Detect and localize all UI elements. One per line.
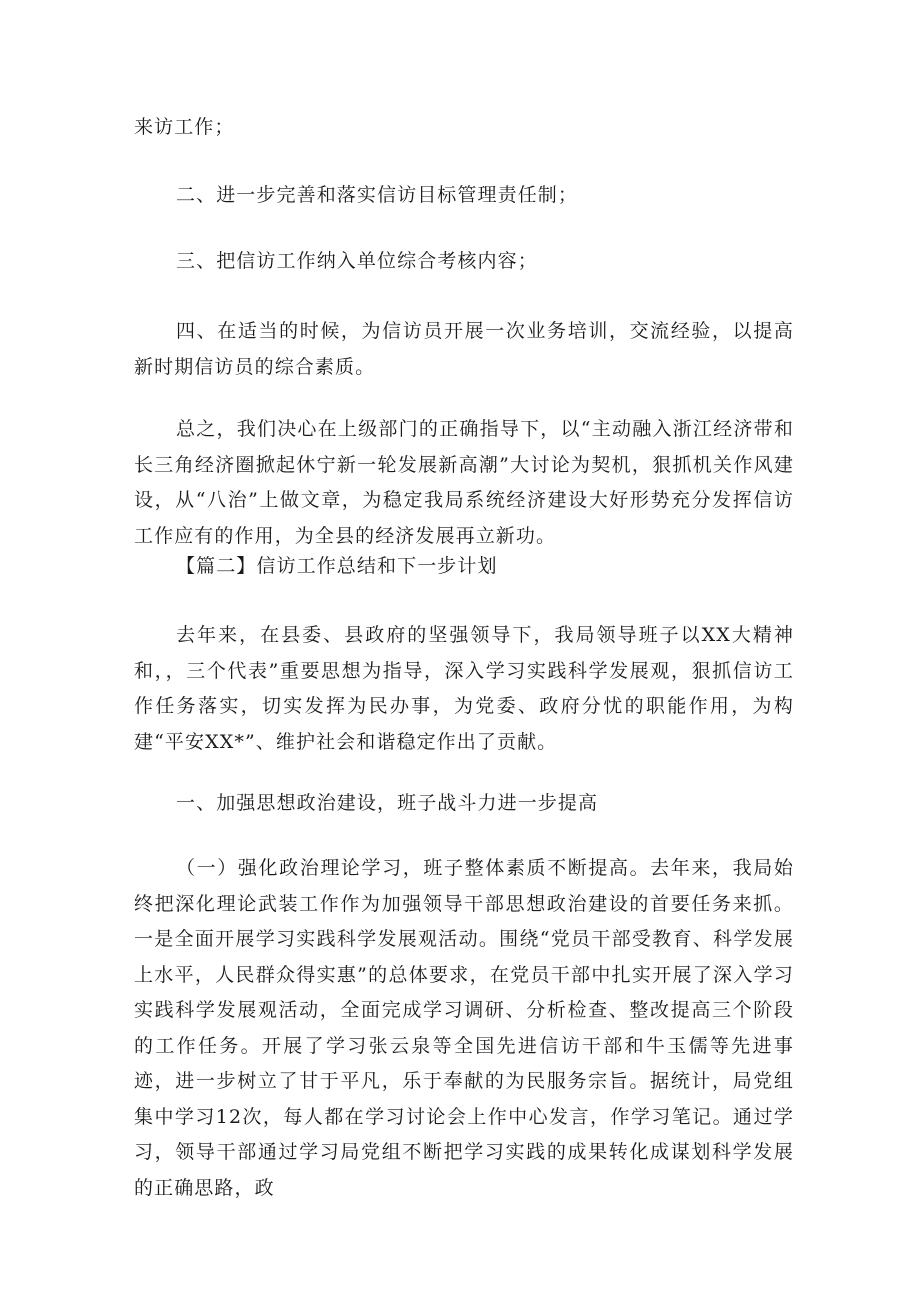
paragraph-body: （一）强化政治理论学习，班子整体素质不断提高。去年来，我局始终把深化理论武装工作作为加强领导干部思想政治建设的首要任务来抓。一是全面开展学习实践科学发展观活动。围绕“党员干部受教育、科学发展上水平，人民群众得实惠”的总体要求，在党员干部中扎实开展了深入学习实践科学发展观活动，全面完成学习调研、分析检查、整改提高三个阶段的工作任务。开展了学习张云泉等全国先进信访干部和牛玉儒等先进事迹，进一步树立了甘于平凡，乐于奉献的为民服务宗旨。据统计，局党组集中学习12次，每人都在学习讨论会上作中心发言，作学习笔记。通过学习，领导干部通过学习局党组不断把学习实践的成果转化成谋划科学发展的正确思路，政 xyxy=(134,857,794,1199)
subsection-heading: 一、加强思想政治建设，班子战斗力进一步提高 xyxy=(176,792,599,814)
paragraph-conclusion: 总之，我们决心在上级部门的正确指导下，以“主动融入浙江经济带和长三角经济圈掀起休宁新一轮发展新高潮”大讨论为契机，狠抓机关作风建设，从“八治”上做文章，为稳定我局系统经济建设大好形势充分发挥信访工作应有的作用，为全县的经济发展再立新功。 xyxy=(134,418,794,547)
paragraph-continuation: 来访工作； xyxy=(134,116,235,138)
paragraph-item-3: 三、把信访工作纳入单位综合考核内容； xyxy=(176,250,538,272)
section-heading: 【篇二】信访工作总结和下一步计划 xyxy=(176,555,498,577)
paragraph-intro: 去年来，在县委、县政府的坚强领导下，我局领导班子以XX大精神和，，三个代表”重要思想为指导，深入学习实践科学发展观，狠抓信访工作任务落实，切实发挥为民办事，为党委、政府分忧的职能作用，为构建“平安XX*”、维护社会和谐稳定作出了贡献。 xyxy=(134,624,794,753)
paragraph-item-2: 二、进一步完善和落实信访目标管理责任制； xyxy=(176,184,579,206)
paragraph-item-4: 四、在适当的时候，为信访员开展一次业务培训，交流经验，以提高新时期信访员的综合素质。 xyxy=(134,320,794,378)
